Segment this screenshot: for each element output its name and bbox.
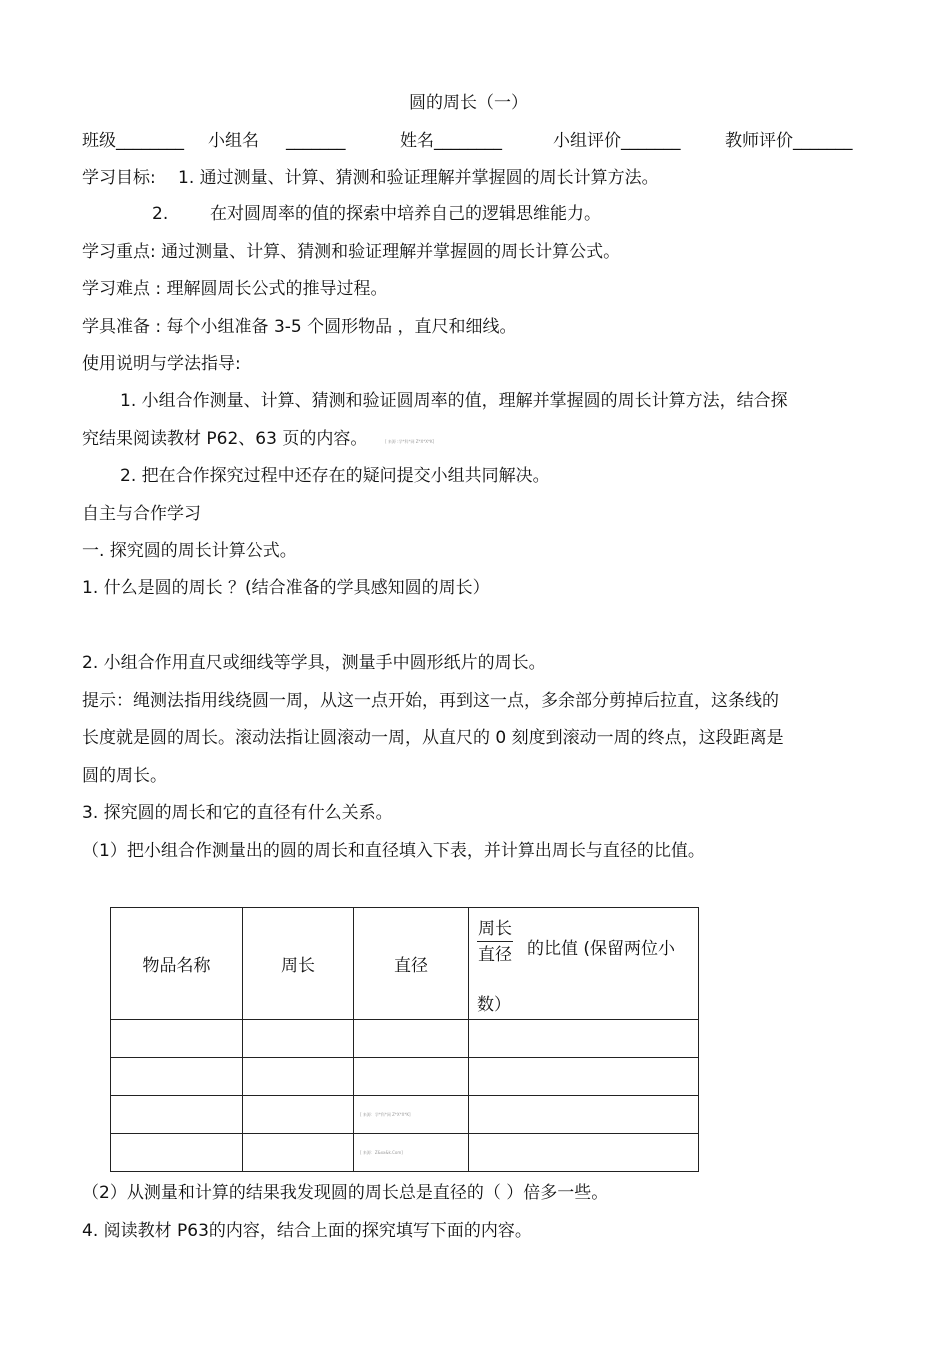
table-cell[interactable] [469, 1134, 699, 1172]
section-heading: 自主与合作学习 [82, 504, 201, 524]
table-cell[interactable] [243, 1096, 354, 1134]
table-row [111, 1058, 699, 1096]
table-cell[interactable] [243, 1020, 354, 1058]
question-3-sub-1: （1）把小组合作测量出的圆的周长和直径填入下表，并计算出周长与直径的比值。 [82, 841, 705, 861]
ratio-label: 的比值 (保留两位小 [527, 939, 676, 959]
group-eval-field: 小组评价_______ [553, 131, 681, 151]
table-cell[interactable] [469, 1058, 699, 1096]
source-note: [ 来源 :学*科*网 Z*X*X*K] [385, 439, 435, 444]
tools: 学具准备 : 每个小组准备 3-5 个圆形物品 ，直尺和细线。 [82, 317, 517, 337]
header-ratio [469, 908, 699, 1020]
page-title: 圆的周长（一） [409, 93, 528, 113]
guide-item-1-line-1: 1. 小组合作测量、计算、猜测和验证圆周率的值，理解并掌握圆的周长计算方法，结合探 [120, 391, 788, 411]
goal-item-2: 在对圆周率的值的探索中培养自己的逻辑思维能力。 [210, 204, 601, 224]
table-cell[interactable] [469, 1096, 699, 1134]
goal-item-2-number: 2. [152, 204, 169, 224]
guide-heading: 使用说明与学法指导: [82, 354, 241, 374]
question-3-sub-2: （2）从测量和计算的结果我发现圆的周长总是直径的（ ）倍多一些。 [82, 1183, 609, 1203]
hint-line-2: 长度就是圆的周长。滚动法指让圆滚动一周，从直尺的 0 刻度到滚动一周的终点，这段距离是 [82, 728, 784, 748]
question-3: 3. 探究圆的周长和它的直径有什么关系。 [82, 803, 393, 823]
guide-item-2: 2. 把在合作探究过程中还存在的疑问提交小组共同解决。 [120, 466, 550, 486]
table-header-row [111, 908, 699, 1020]
table-cell[interactable] [243, 1058, 354, 1096]
hint-line-3: 圆的周长。 [82, 766, 167, 786]
measurement-table [110, 907, 699, 1172]
guide-item-1-line-2: 究结果阅读教材 P62、63 页的内容。 [82, 429, 368, 449]
table-cell[interactable] [354, 1020, 469, 1058]
part-1-heading: 一. 探究圆的周长计算公式。 [82, 541, 297, 561]
name-field: 姓名________ [400, 131, 502, 151]
goal-item-1: 1. 通过测量、计算、猜测和验证理解并掌握圆的周长计算方法。 [178, 168, 659, 188]
ratio-fraction [477, 918, 513, 966]
table-row [111, 1020, 699, 1058]
hint-line-1: 提示：绳测法指用线绕圆一周，从这一点开始，再到这一点，多余部分剪掉后拉直，这条线的 [82, 691, 779, 711]
fraction-denominator: 直径 [478, 945, 512, 965]
table-cell[interactable] [354, 1096, 469, 1134]
table-row [111, 1134, 699, 1172]
table-cell[interactable] [354, 1134, 469, 1172]
table-cell[interactable] [111, 1020, 243, 1058]
table-cell[interactable] [111, 1096, 243, 1134]
question-1: 1. 什么是圆的周长 ？(结合准备的学具感知圆的周长） [82, 578, 490, 598]
key-point: 学习重点: 通过测量、计算、猜测和验证理解并掌握圆的周长计算公式。 [82, 242, 621, 262]
question-4: 4. 阅读教材 P63的内容，结合上面的探究填写下面的内容。 [82, 1221, 532, 1241]
table-cell[interactable] [111, 1058, 243, 1096]
table-cell[interactable] [111, 1134, 243, 1172]
header-item-name: 物品名称 [111, 908, 243, 1020]
goals-label: 学习目标: [82, 168, 156, 188]
class-field: 班级________ [82, 131, 184, 151]
question-2: 2. 小组合作用直尺或细线等学具，测量手中圆形纸片的周长。 [82, 653, 546, 673]
group-field: _______ [286, 131, 346, 151]
source-note: [ 来源：Z&xx&k.Com] [360, 1150, 403, 1155]
table-cell[interactable] [354, 1058, 469, 1096]
info-row [0, 130, 950, 152]
table-cell[interactable] [243, 1134, 354, 1172]
ratio-label-tail: 数） [477, 995, 511, 1015]
table-row [111, 1096, 699, 1134]
header-diameter: 直径 [354, 908, 469, 1020]
difficulty: 学习难点 : 理解圆周长公式的推导过程。 [82, 279, 388, 299]
teacher-eval-field: 教师评价_______ [725, 131, 853, 151]
source-note: [ 来源：学*科*网 Z*X*X*K] [360, 1112, 411, 1117]
group-label: 小组名 [208, 131, 259, 151]
fraction-numerator: 周长 [477, 918, 513, 942]
header-circumference: 周长 [243, 908, 354, 1020]
table-cell[interactable] [469, 1020, 699, 1058]
